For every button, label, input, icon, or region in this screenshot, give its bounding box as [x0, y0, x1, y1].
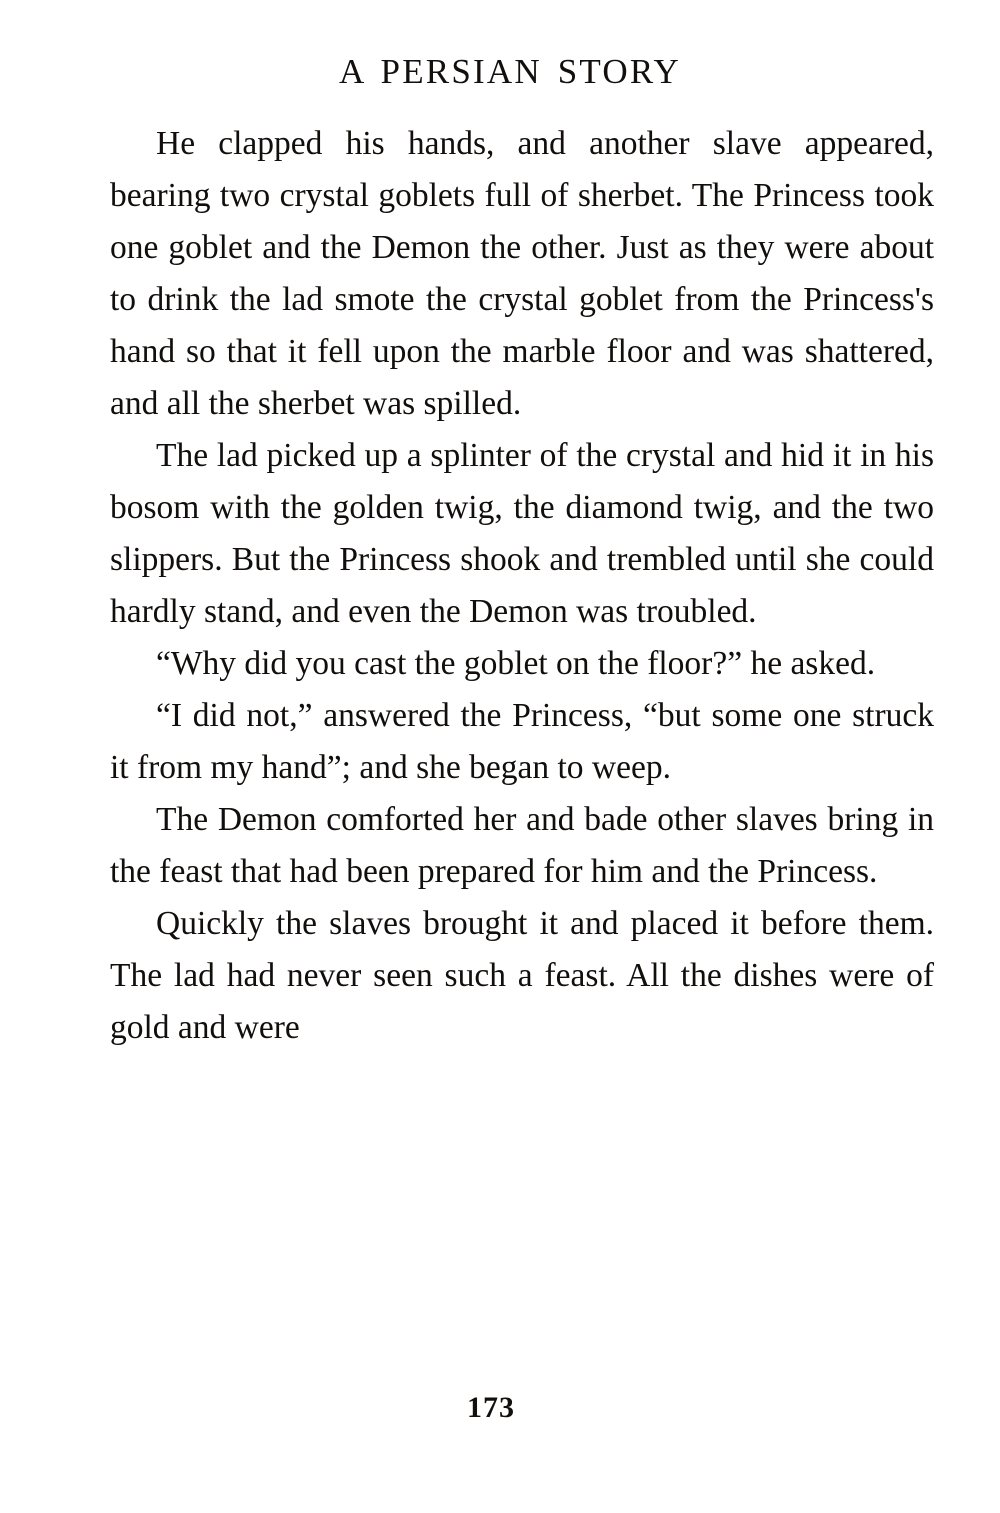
paragraph: “Why did you cast the goblet on the floor?” he asked. — [156, 645, 876, 682]
paragraph: The Demon comforted her and bade other slaves bring in the feast that had been prepared for him and the Princess. — [110, 801, 934, 890]
page-running-head: A PERSIAN STORY — [339, 52, 681, 91]
paragraph: Quickly the slaves brought it and placed it before them. The lad had never seen such a feast. All the dishes were of gold and were — [110, 905, 934, 1046]
page-number: 173 — [467, 1391, 515, 1424]
paragraph: The lad picked up a splinter of the crystal and hid it in his bosom with the golden twig, the diamond twig, and the two slippers. But the Princess shook and trembled until she could hardly stand, and even the Demon was troubled. — [110, 437, 934, 630]
paragraph: “I did not,” answered the Princess, “but some one struck it from my hand”; and she began to weep. — [110, 697, 934, 786]
paragraph: He clapped his hands, and another slave appeared, bearing two crystal goblets full of sherbet. The Princess took one goblet and the Demon the other. Just as they were about to drink the lad smote the crystal goblet from the Princess's hand so that it fell upon the marble floor and was shattered, and all the sherbet was spilled. — [110, 125, 934, 422]
page-body-text — [110, 118, 934, 1054]
